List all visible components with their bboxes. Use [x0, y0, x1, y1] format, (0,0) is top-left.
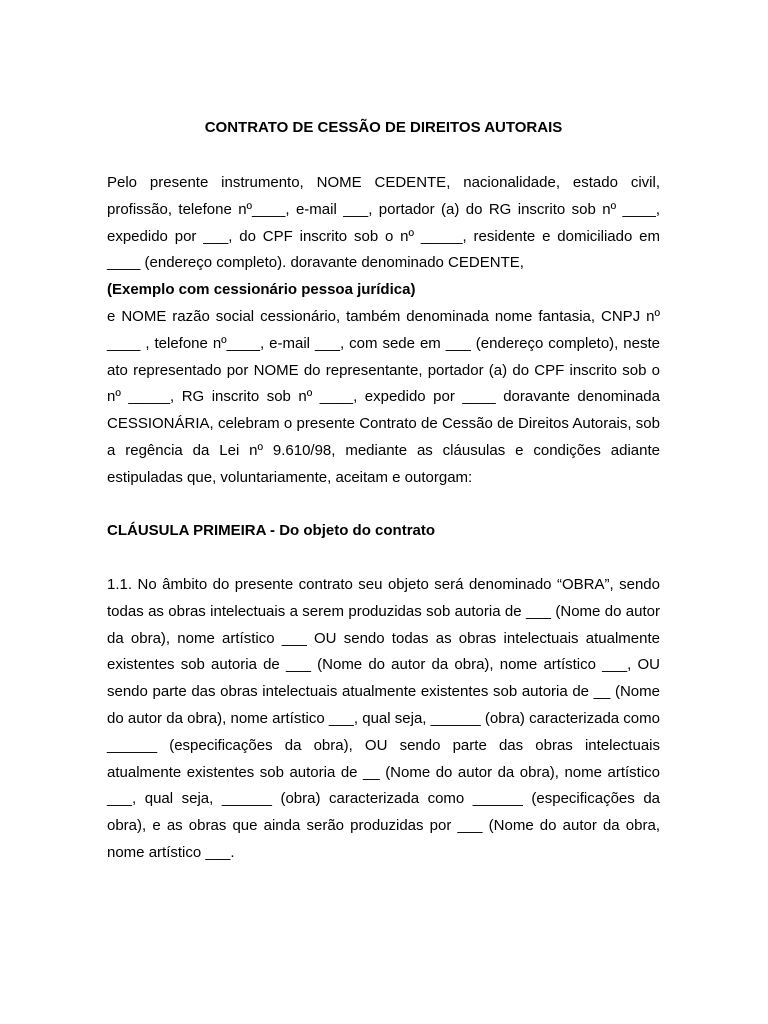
document-page [107, 118, 660, 867]
cessionario-paragraph: e NOME razão social cessionário, também denominada nome fantasia, CNPJ nº ____ , telefone nº____, e-mail ___, com sede em ___ (endereço completo), neste ato representado por NOME do representante, portador (a) do CPF inscrito sob o nº _____, RG inscrito sob nº ____, expedido por ____ doravante denominada CESSIONÁRIA, celebram o presente Contrato de Cessão de Direitos Autorais, sob a regência da Lei nº 9.610/98, mediante as cláusulas e condições adiante estipuladas que, voluntariamente, aceitam e outorgam: [107, 307, 660, 486]
intro-paragraph: Pelo presente instrumento, NOME CEDENTE, nacionalidade, estado civil, profissão, telefone nº____, e-mail ___, portador (a) do RG inscrito sob nº ____, expedido por ___, do CPF inscrito sob o nº _____, residente e domiciliado em ____ (endereço completo). doravante denominado CEDENTE, [107, 174, 660, 272]
clause-one-item-1-1: 1.1. No âmbito do presente contrato seu objeto será denominado “OBRA”, sendo todas as obras intelectuais a serem produzidas sob autoria de ___ (Nome do autor da obra), nome artístico ___ OU sendo todas as obras intelectuais atualmente existentes sob autoria de ___ (Nome do autor da obra), nome artístico ___, OU sendo parte das obras intelectuais atualmente existentes sob autoria de __ (Nome do autor da obra), nome artístico ___, qual seja, ______ (obra) caracterizada como ______ (especificações da obra), OU sendo parte das obras intelectuais atualmente existentes sob autoria de __ (Nome do autor da obra), nome artístico ___, qual seja, ______ (obra) caracterizada como ______ (especificações da obra), e as obras que ainda serão produzidas por ___ (Nome do autor da obra, nome artístico ___. [107, 575, 660, 861]
document-title: CONTRATO DE CESSÃO DE DIREITOS AUTORAIS [204, 119, 563, 136]
clause-one-heading: CLÁUSULA PRIMEIRA - Do objeto do contrato [107, 522, 436, 540]
example-heading: (Exemplo com cessionário pessoa jurídica) [107, 281, 416, 299]
